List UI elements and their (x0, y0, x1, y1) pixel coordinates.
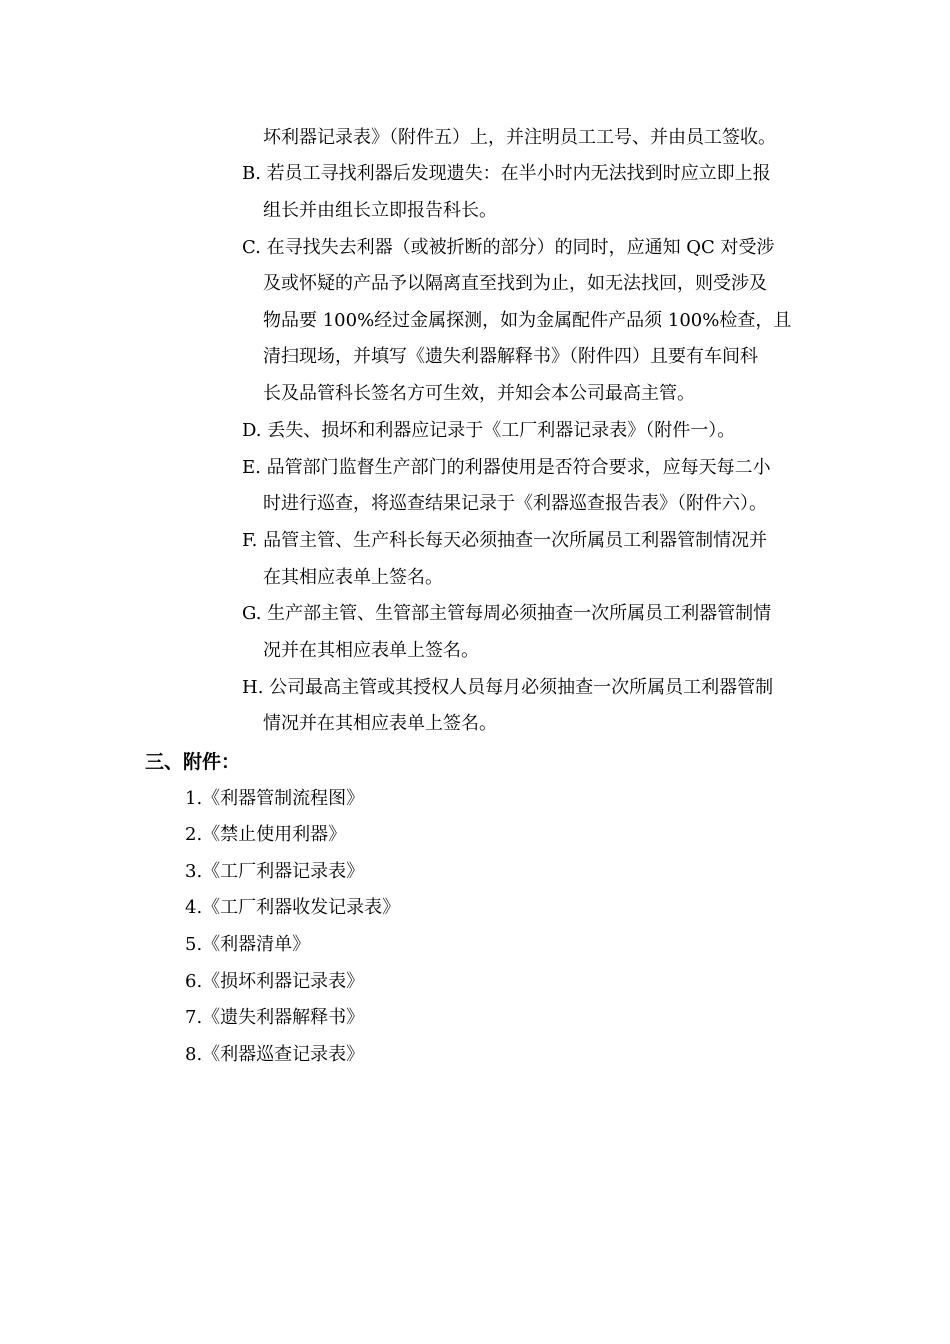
list-item-c-line-4: 清扫现场，并填写《遗失利器解释书》（附件四）且要有车间科 (263, 346, 758, 367)
attachment-item: 5.《利器清单》 (185, 934, 311, 955)
attachment-item: 4.《工厂利器收发记录表》 (185, 897, 401, 918)
attachment-item: 1.《利器管制流程图》 (185, 788, 365, 809)
paragraph-line: 坏利器记录表》（附件五）上，并注明员工工号、并由员工签收。 (263, 127, 776, 148)
attachment-item: 6.《损坏利器记录表》 (185, 971, 365, 992)
list-item-d-line-1: D. 丢失、损坏和利器应记录于《工厂利器记录表》（附件一）。 (242, 420, 736, 441)
list-item-h-line-2: 情况并在其相应表单上签名。 (263, 713, 497, 734)
list-item-g-line-1: G. 生产部主管、生管部主管每周必须抽查一次所属员工利器管制情 (242, 603, 772, 624)
list-item-e-line-2: 时进行巡查，将巡查结果记录于《利器巡查报告表》（附件六）。 (263, 493, 767, 514)
attachment-item: 8.《利器巡查记录表》 (185, 1044, 365, 1065)
list-item-g-line-2: 况并在其相应表单上签名。 (263, 640, 479, 661)
list-item-c-line-2: 及或怀疑的产品予以隔离直至找到为止，如无法找回，则受涉及 (263, 273, 767, 294)
list-item-e-line-1: E. 品管部门监督生产部门的利器使用是否符合要求，应每天每二小 (242, 457, 771, 478)
list-item-f-line-2: 在其相应表单上签名。 (263, 567, 443, 588)
list-item-c-line-5: 长及品管科长签名方可生效，并知会本公司最高主管。 (263, 383, 695, 404)
section-heading: 三、附件： (145, 751, 241, 773)
list-item-c-line-1: C. 在寻找失去利器（或被折断的部分）的同时，应通知 QC 对受涉 (242, 237, 775, 258)
attachment-item: 2.《禁止使用利器》 (185, 824, 347, 845)
list-item-h-line-1: H. 公司最高主管或其授权人员每月必须抽查一次所属员工利器管制 (242, 677, 774, 698)
list-item-f-line-1: F. 品管主管、生产科长每天必须抽查一次所属员工利器管制情况并 (242, 530, 768, 551)
attachment-item: 7.《遗失利器解释书》 (185, 1007, 365, 1028)
attachment-item: 3.《工厂利器记录表》 (185, 861, 365, 882)
list-item-b-line-2: 组长并由组长立即报告科长。 (263, 200, 497, 221)
list-item-b-line-1: B. 若员工寻找利器后发现遗失：在半小时内无法找到时应立即上报 (242, 163, 771, 184)
list-item-c-line-3: 物品要 100%经过金属探测，如为金属配件产品须 100%检查，且 (263, 310, 792, 331)
